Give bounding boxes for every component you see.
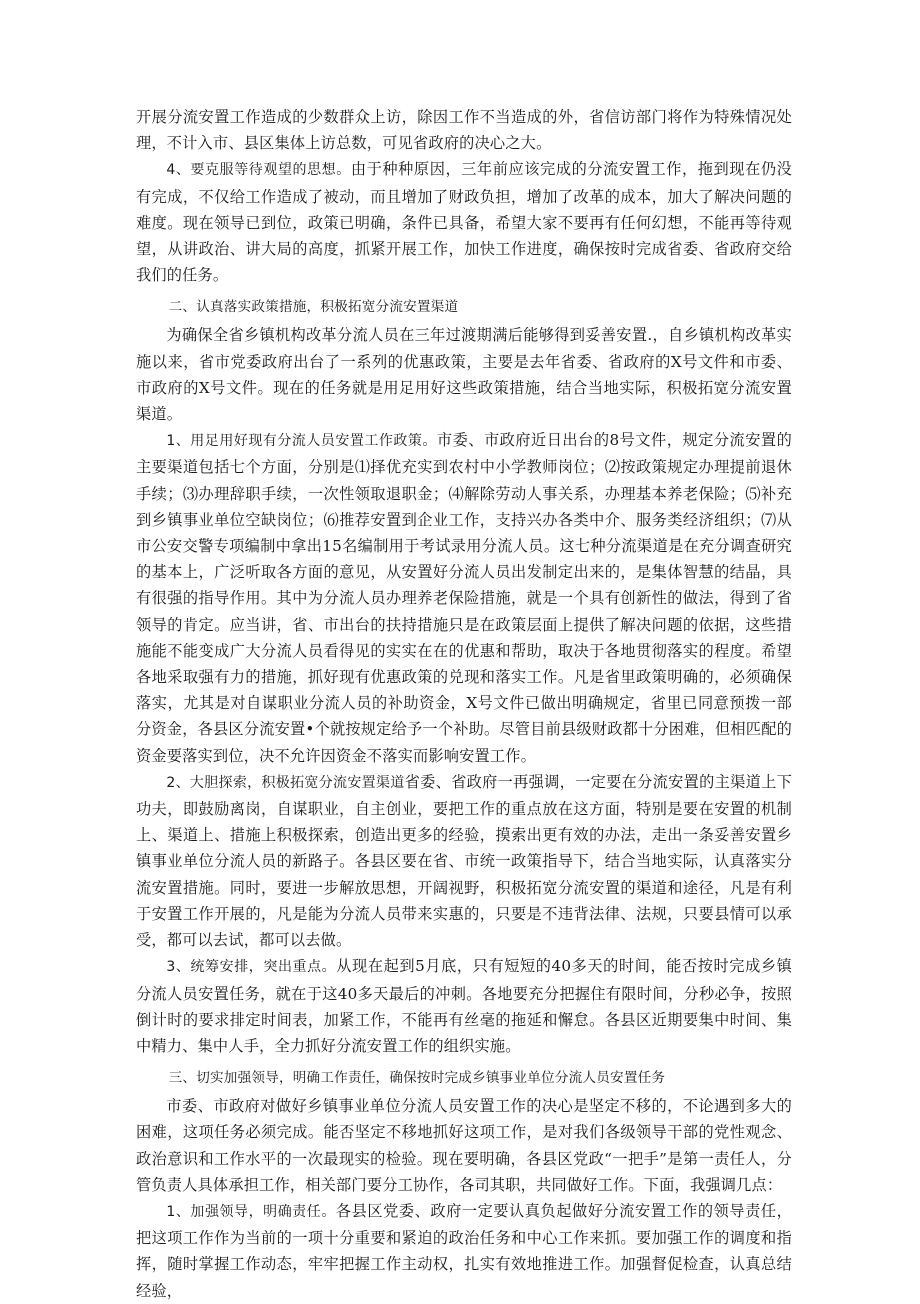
paragraph-3: 为确保全省乡镇机构改革分流人员在三年过渡期满后能够得到妥善安置.，自乡镇机构改革实施以来，省市党委政府出台了一系列的优惠政策，主要是去年省委、省政府的X号文件和市委、市政府的X号文件。现在的任务就是用足用好这些政策措施，结合当地实际，积极拓宽分流安置渠道。 <box>136 326 792 424</box>
paragraph-5-body: 省委、省政府一再强调，一定要在分流安置的主渠道上下功夫，即鼓励离岗，自谋职业，自主创业，要把工作的重点放在这方面，特别是要在安置的机制上、渠道上、措施上积极探索，创造出更多的经验，摸索出更有效的办法，走出一条妥善安置乡镇事业单位分流人员的新路子。各县区要在省、市统一政策指导下，结合当地实际，认真落实分流安置措施。同时，要进一步解放思想，开阔视野，积极拓宽分流安置的渠道和途径，凡是有利于安置工作开展的，凡是能为分流人员带来实惠的，只要是不违背法律、法规，只要县情可以承受，都可以去试，都可以去做。 <box>136 772 792 950</box>
paragraph-5 <box>136 769 792 953</box>
document-page <box>136 104 792 1304</box>
paragraph-8-body: 各县区党委、政府一定要认真负起做好分流安置工作的领导责任，把这项工作作为当前的一项十分重要和紧迫的政治任务和中心工作来抓。要加强工作的调度和指挥，随时掌握工作动态，牢牢把握工作主动权，扎实有效地推进工作。加强督促检查，认真总结经验， <box>136 1201 792 1300</box>
section-heading-3: 三、切实加强领导，明确工作责任，确保按时完成乡镇事业单位分流人员安置任务 <box>168 1070 666 1087</box>
paragraph-6-lead: 3、统筹安排，突出重点。 <box>166 959 337 976</box>
paragraph-6-body: 从现在起到5月底，只有短短的40多天的时间，能否按时完成乡镇分流人员安置任务，就在于这40多天最后的冲刺。各地要充分把握住有限时间，分秒必争，按照倒计时的要求排定时间表，加紧工作，不能再有丝毫的拖延和懈怠。各县区近期要集中时间、集中精力、集中人手，全力抓好分流安置工作的组织实施。 <box>136 957 792 1055</box>
paragraph-8-lead: 1、加强领导，明确责任。 <box>166 1203 336 1220</box>
paragraph-7: 市委、市政府对做好乡镇事业单位分流人员安置工作的决心是坚定不移的，不论遇到多大的困难，这项任务必须完成。能否坚定不移地抓好这项工作，是对我们各级领导干部的党性观念、政治意识和工作水平的一次最现实的检验。现在要明确，各县区党政“一把手”是第一责任人，分管负责人具体承担工作，相关部门要分工协作，各司其职，共同做好工作。下面，我强调几点： <box>136 1097 792 1194</box>
paragraph-1: 开展分流安置工作造成的少数群众上访，除因工作不当造成的外，省信访部门将作为特殊情况处理，不计入市、县区集体上访总数，可见省政府的决心之大。 <box>136 108 792 153</box>
paragraph-4-body: 市委、市政府近日出台的8号文件，规定分流安置的主要渠道包括七个方面，分别是⑴择优充实到农村中小学教师岗位；⑵按政策规定办理提前退休手续；⑶办理辞职手续，一次性领取退职金；⑷解除劳动人事关系，办理基本养老保险；⑸补充到乡镇事业单位空缺岗位；⑹推荐安置到企业工作，支持兴办各类中介、服务类经济组织；⑺从市公安交警专项编制中拿出15名编制用于考试录用分流人员。这七种分流渠道是在充分调查研究的基本上，广泛听取各方面的意见，从安置好分流人员出发制定出来的，是集体智慧的结晶，具有很强的指导作用。其中为分流人员办理养老保险措施，就是一个具有创新性的做法，得到了省领导的肯定。应当讲，省、市出台的扶持措施只是在政策层面上提供了解决问题的依据，这些措施能不能变成广大分流人员看得见的实实在在的优惠和帮助，取决于各地贯彻落实的程度。希望各地采取强有力的措施，抓好现有优惠政策的兑现和落实工作。凡是省里政策明确的，必须确保落实，尤其是对自谋职业分流人员的补助资金，X号文件已做出明确规定，省里已同意预拨一部分资金，各县区分流安置•个就按规定给予一个补助。尽管目前县级财政都十分困难，但相匹配的资金要落实到位，决不允许因资金不落实而影响安置工作。 <box>136 431 792 765</box>
paragraph-2-lead: 4、要克服等待观望的思想。 <box>166 162 351 179</box>
section-heading-2: 二、认真落实政策措施，积极拓宽分流安置渠道 <box>168 299 459 316</box>
paragraph-4-lead: 1、用足用好现有分流人员安置工作政策。 <box>166 433 437 450</box>
paragraph-4 <box>136 427 792 769</box>
paragraph-2 <box>136 156 792 288</box>
paragraph-8 <box>136 1198 792 1304</box>
paragraph-6 <box>136 953 792 1059</box>
paragraph-5-lead: 2、大胆探索，积极拓宽分流安置渠道 <box>166 774 405 791</box>
paragraph-2-body: 由于种种原因，三年前应该完成的分流安置工作，拖到现在仍没有完成，不仅给工作造成了被动，而且增加了财政负担，增加了改革的成本，加大了解决问题的难度。现在领导已到位，政策已明确，条件已具备，希望大家不要再有任何幻想，不能再等待观望，从讲政治、讲大局的高度，抓紧开展工作，加快工作进度，确保按时完成省委、省政府交给我们的任务。 <box>136 160 792 285</box>
